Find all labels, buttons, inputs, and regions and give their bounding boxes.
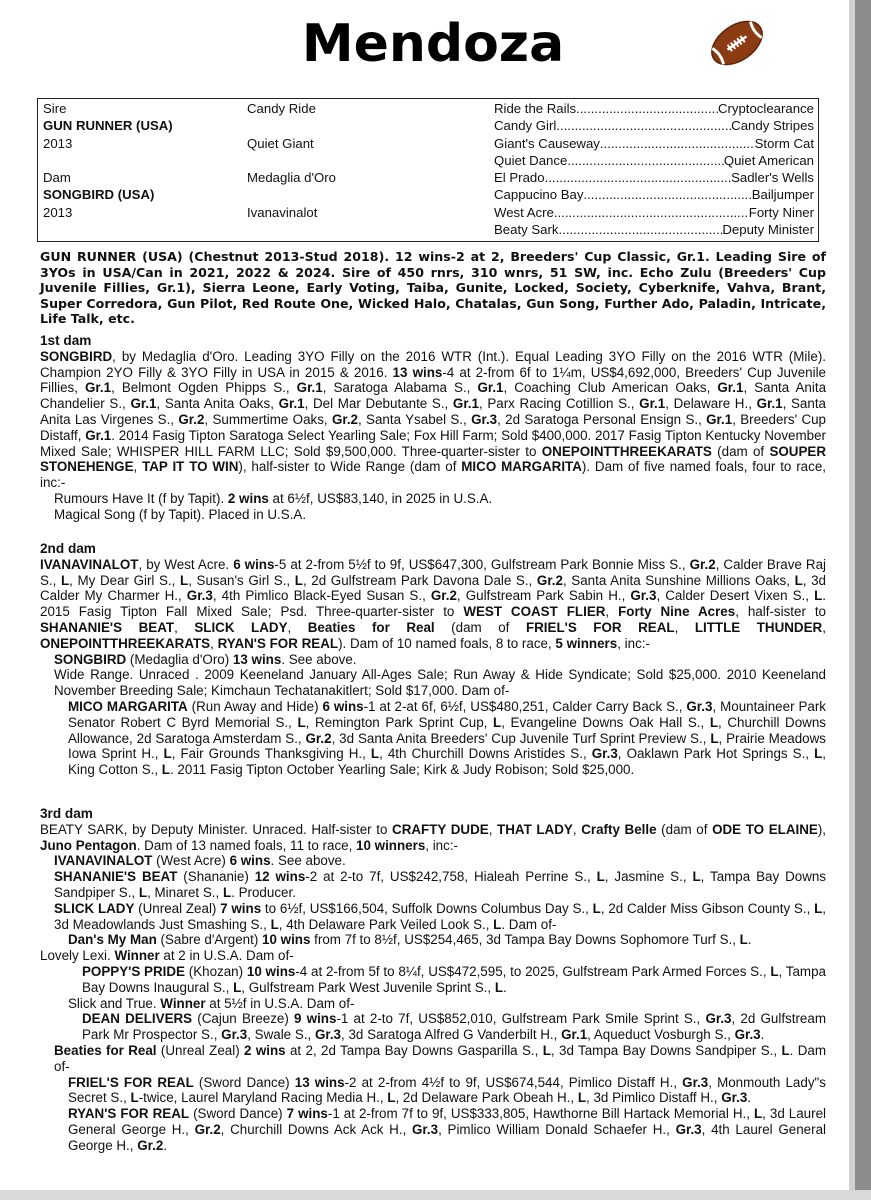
foal-entry: SHANANIE'S BEAT (Shananie) 12 wins-2 at 2-to 7f, US$242,758, Hialeah Perrine S., L, Jasmine S., L, Tampa Bay Downs Sandpiper S., L, Minaret S., L. Producer.: [54, 869, 827, 900]
foal-entry: POPPY'S PRIDE (Khozan) 10 wins-4 at 2-from 5f to 8¼f, US$472,595, to 2025, Gulfstream Park Armed Forces S., L, Tampa Bay Downs Inaugural S., L, Gulfstream Park West Juvenile Sprint S., L.: [82, 963, 826, 995]
ancestor-row: Beaty Sark ..... Deputy Minister: [494, 221, 814, 238]
ancestor-row: El Prado ..... Sadler's Wells: [494, 169, 814, 186]
foal-entry: Lovely Lexi. Winner at 2 in U.S.A. Dam of-: [40, 948, 294, 964]
foal-entry: Dan's My Man (Sabre d'Argent) 10 wins from 7f to 8½f, US$254,465, 3d Tampa Bay Downs Sophomore Turf S., L.: [68, 932, 752, 948]
dam-name: SONGBIRD (USA): [43, 187, 155, 203]
dam-year: 2013: [43, 204, 73, 220]
ancestor-row: Giant's Causeway ..... Storm Cat: [494, 135, 814, 152]
section-heading: 3rd dam: [40, 806, 93, 821]
ancestor-row: Quiet Dance ..... Quiet American: [494, 152, 814, 169]
sire-name: GUN RUNNER (USA): [43, 118, 173, 134]
foal-entry: DEAN DELIVERS (Cajun Breeze) 9 wins-1 at 2-to 7f, US$852,010, Gulfstream Park Smile Sprint S., Gr.3, 2d Gulfstream Park Mr Prospector S., Gr.3, Swale S., Gr.3, 3d Saratoga Alfred G Vanderbilt H., Gr.1, Aqueduct Vosburgh S., Gr.3.: [82, 1011, 826, 1043]
pedigree-label: Dam: [43, 170, 71, 186]
first-dam-paragraph: SONGBIRD, by Medaglia d'Oro. Leading 3YO Filly on the 2016 WTR (Int.). Equal Leading 3YO Filly on the 2016 WTR (Mile). Champion 2YO Filly & 3YO Filly in USA in 2015 & 2016. 13 wins-4 at 2-from 6f to 1¼m, US$4,692,000, Breeders' Cup Juvenile Fillies, Gr.1, Belmont Ogden Phipps S., Gr.1, Saratoga Alabama S., Gr.1, Coaching Club American Oaks, Gr.1, Santa Anita Chandelier S., Gr.1, Santa Anita Oaks, Gr.1, Del Mar Debutante S., Gr.1, Parx Racing Cotillion S., Gr.1, Delaware H., Gr.1, Santa Anita Las Virgenes S., Gr.2, Summertime Oaks, Gr.2, Santa Ysabel S., Gr.3, 2d Saratoga Personal Ensign S., Gr.1, Breeders' Cup Distaff, Gr.1. 2014 Fasig Tipton Saratoga Select Yearling Sale; Fox Hill Farm; Sold $400,000. 2017 Fasig Tipton Kentucky November Mixed Sale; WHISPER HILL FARM LLC; Sold $9,500,000. Three-quarter-sister to ONEPOINTTHREEKARATS (dam of SOUPER STONEHENGE, TAP IT TO WIN), half-sister to Wide Range (dam of MICO MARGARITA). Dam of five named foals, four to race, inc:-: [40, 348, 827, 491]
foal-entry: SLICK LADY (Unreal Zeal) 7 wins to 6½f, US$166,504, Suffolk Downs Columbus Day S., L, 2d Calder Miss Gibson County S., L, 3d Meadowlands Just Smashing S., L, 4th Delaware Park Veiled Look S., L. Dam of-: [54, 900, 826, 932]
pedigree-parents-column: [43, 100, 248, 238]
section-heading: 2nd dam: [40, 541, 96, 556]
page-bottom-edge: [0, 1190, 871, 1200]
third-dam-section: [40, 806, 826, 1154]
pedigree-label: Sire: [43, 101, 67, 116]
foal-entry: SONGBIRD (Medaglia d'Oro) 13 wins. See above.: [54, 651, 357, 667]
page-edge: [855, 0, 871, 1200]
first-dam-section: [40, 333, 826, 523]
ancestor-row: Candy Girl ..... Candy Stripes: [494, 117, 814, 134]
sire-year: 2013: [43, 135, 73, 151]
foal-entry: RYAN'S FOR REAL (Sword Dance) 7 wins-1 at 2-from 7f to 9f, US$333,805, Hawthorne Bill Hartack Memorial H., L, 3d Laurel General George H., Gr.2, Churchill Downs Ack Ack H., Gr.3, Pimlico William Donald Schaefer H., Gr.3, 4th Laurel General George H., Gr.2.: [68, 1106, 827, 1153]
foal-entry: Rumours Have It (f by Tapit). 2 wins at 6½f, US$83,140, in 2025 in U.S.A.: [54, 490, 493, 506]
pedigree-table: [37, 98, 819, 242]
ancestor-row: Cappucino Bay ..... Bailjumper: [494, 186, 814, 203]
pedigree-great-grandparents-column: [494, 100, 814, 238]
second-dam-section: [40, 541, 826, 778]
foal-entry: Magical Song (f by Tapit). Placed in U.S.A.: [54, 506, 307, 522]
second-dam-paragraph: IVANAVINALOT, by West Acre. 6 wins-5 at 2-from 5½f to 9f, US$647,300, Gulfstream Park Bonnie Miss S., Gr.2, Calder Brave Raj S., L, My Dear Girl S., L, Susan's Girl S., L, 2d Gulfstream Park Davona Dale S., Gr.2, Santa Anita Sunshine Millions Oaks, L, 3d Calder My Charmer H., Gr.3, 4th Pimlico Black-Eyed Susan S., Gr.2, Gulfstream Park Sabin H., Gr.3, Calder Desert Vixen S., L. 2015 Fasig Tipton Fall Mixed Sale; Psd. Three-quarter-sister to WEST COAST FLIER, Forty Nine Acres, half-sister to SHANANIE'S BEAT, SLICK LADY, Beaties for Real (dam of FRIEL'S FOR REAL, LITTLE THUNDER, ONEPOINTTHREEKARATS, RYAN'S FOR REAL). Dam of 10 named foals, 8 to race, 5 winners, inc:-: [40, 556, 827, 651]
foal-entry: FRIEL'S FOR REAL (Sword Dance) 13 wins-2 at 2-from 4½f to 9f, US$674,544, Pimlico Distaff H., Gr.3, Monmouth Lady"s Secret S., L-twice, Laurel Maryland Racing Media H., L, 2d Delaware Park Obeah H., L, 3d Pimlico Distaff H., Gr.3.: [68, 1074, 826, 1106]
foal-entry: Wide Range. Unraced . 2009 Keeneland January All-Ages Sale; Run Away & Hide Syndicate; Sold $25,000. 2010 Keeneland November Breeding Sale; Kimchaun Techatanakitlert; Sold $17,000. Dam of-: [54, 667, 826, 699]
american-football-icon: [706, 12, 768, 74]
sire-summary: GUN RUNNER (USA) (Chestnut 2013-Stud 2018). 12 wins-2 at 2, Breeders' Cup Classic, Gr.1. Leading Sire of 3YOs in USA/Can in 2021, 2022 & 2024. Sire of 450 rnrs, 310 wnrs, 51 SW, inc. Echo Zulu (Breeders' Cup Juvenile Fillies, Gr.1), Sierra Leone, Early Voting, Taiba, Gunite, Locked, Society, Cyberknife, Vahva, Brant, Super Corredora, Gun Pilot, Red Route One, Wicked Halo, Chatalas, Gun Song, Further Ado, Paladin, Intricate, Life Talk, etc.: [40, 249, 826, 327]
grandparent: Medaglia d'Oro: [247, 170, 337, 186]
foal-entry: MICO MARGARITA (Run Away and Hide) 6 wins-1 at 2-at 6f, 6½f, US$480,251, Calder Carry Back S., Gr.3, Mountaineer Park Senator Robert C Byrd Memorial S., L, Remington Park Sprint Cup, L, Evangeline Downs Oak Hall S., L, Churchill Downs Allowance, 2d Saratoga Amsterdam S., Gr.2, 3d Santa Anita Breeders' Cup Juvenile Turf Sprint Preview S., L, Prairie Meadows Iowa Sprint H., L, Fair Grounds Thanksgiving H., L, 4th Churchill Downs Aristides S., Gr.3, Oaklawn Park Hot Springs S., L, King Cotton S., L. 2011 Fasig Tipton October Yearling Sale; Kirk & Judy Robison; Sold $25,000.: [68, 698, 826, 778]
ancestor-row: Ride the Rails ..... Cryptoclearance: [494, 100, 814, 117]
foal-entry: IVANAVINALOT (West Acre) 6 wins. See above.: [54, 853, 346, 869]
ancestor-row: West Acre ..... Forty Niner: [494, 204, 814, 221]
grandparent: Candy Ride: [247, 101, 316, 116]
section-heading: 1st dam: [40, 333, 92, 348]
grandparent: Ivanavinalot: [247, 204, 318, 220]
grandparent: Quiet Giant: [247, 135, 314, 151]
third-dam-paragraph: BEATY SARK, by Deputy Minister. Unraced. Half-sister to CRAFTY DUDE, THAT LADY, Crafty Belle (dam of ODE TO ELAINE), Juno Pentagon. Dam of 13 named foals, 11 to race, 10 winners, inc:-: [40, 821, 827, 853]
foal-entry: Slick and True. Winner at 5½f in U.S.A. Dam of-: [68, 995, 355, 1011]
pedigree-grandparents-column: [247, 100, 492, 238]
page-title: Mendoza: [301, 14, 565, 74]
foal-entry: Beaties for Real (Unreal Zeal) 2 wins at 2, 2d Tampa Bay Downs Gasparilla S., L, 3d Tampa Bay Downs Sandpiper S., L. Dam of-: [54, 1042, 827, 1074]
